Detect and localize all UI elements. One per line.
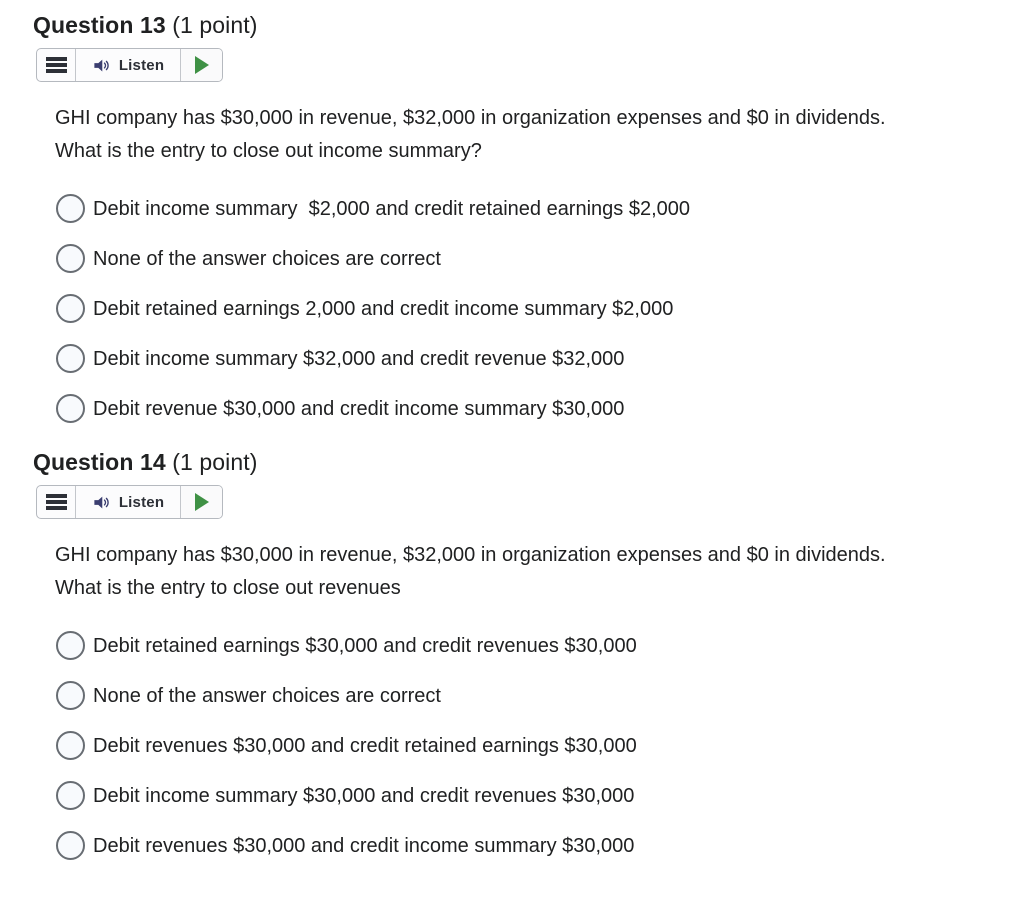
question-text: GHI company has $30,000 in revenue, $32,000 in organization expenses and $0 in dividends. What is the entry to close out revenues xyxy=(55,544,897,599)
answer-option[interactable] xyxy=(56,631,1024,661)
speaker-icon xyxy=(92,493,111,512)
option-label: Debit revenues $30,000 and credit retained earnings $30,000 xyxy=(93,735,637,757)
listen-button-label: Listen xyxy=(118,493,165,511)
hamburger-icon xyxy=(46,494,67,510)
option-radio[interactable] xyxy=(56,781,85,810)
readspeaker-menu-button[interactable] xyxy=(37,49,75,81)
option-radio[interactable] xyxy=(56,831,85,860)
option-radio[interactable] xyxy=(56,631,85,660)
answer-option[interactable] xyxy=(56,831,1024,861)
option-radio[interactable] xyxy=(56,394,85,423)
play-button[interactable] xyxy=(181,486,222,518)
option-radio[interactable] xyxy=(56,681,85,710)
option-radio[interactable] xyxy=(56,194,85,223)
option-label: Debit income summary $30,000 and credit revenues $30,000 xyxy=(93,785,635,807)
option-radio[interactable] xyxy=(56,244,85,273)
question-points: (1 point) xyxy=(172,12,258,38)
play-icon xyxy=(195,56,209,74)
listen-button-label: Listen xyxy=(118,56,165,74)
question-13 xyxy=(0,12,1024,424)
option-label: None of the answer choices are correct xyxy=(93,248,441,270)
answer-option[interactable] xyxy=(56,344,1024,374)
answer-options xyxy=(56,194,1024,424)
answer-option[interactable] xyxy=(56,394,1024,424)
question-number: Question 14 xyxy=(33,449,166,475)
option-label: Debit retained earnings 2,000 and credit income summary $2,000 xyxy=(93,298,674,320)
question-points: (1 point) xyxy=(172,449,258,475)
answer-options xyxy=(56,631,1024,861)
readspeaker-toolbar xyxy=(36,48,223,82)
question-14 xyxy=(0,449,1024,861)
option-label: Debit income summary $32,000 and credit revenue $32,000 xyxy=(93,348,625,370)
option-label: Debit retained earnings $30,000 and credit revenues $30,000 xyxy=(93,635,637,657)
option-label: Debit revenues $30,000 and credit income summary $30,000 xyxy=(93,835,635,857)
readspeaker-toolbar xyxy=(36,485,223,519)
option-label: Debit income summary $2,000 and credit retained earnings $2,000 xyxy=(93,198,691,220)
question-number: Question 13 xyxy=(33,12,166,38)
play-button[interactable] xyxy=(181,49,222,81)
play-icon xyxy=(195,493,209,511)
listen-button[interactable] xyxy=(75,49,181,81)
option-label: Debit revenue $30,000 and credit income summary $30,000 xyxy=(93,398,625,420)
answer-option[interactable] xyxy=(56,681,1024,711)
hamburger-icon xyxy=(46,57,67,73)
question-text: GHI company has $30,000 in revenue, $32,000 in organization expenses and $0 in dividends. What is the entry to close out income summary? xyxy=(55,107,892,162)
answer-option[interactable] xyxy=(56,294,1024,324)
answer-option[interactable] xyxy=(56,194,1024,224)
readspeaker-menu-button[interactable] xyxy=(37,486,75,518)
answer-option[interactable] xyxy=(56,781,1024,811)
answer-option[interactable] xyxy=(56,731,1024,761)
question-heading xyxy=(33,12,1024,38)
option-radio[interactable] xyxy=(56,294,85,323)
question-heading xyxy=(33,449,1024,475)
listen-button[interactable] xyxy=(75,486,181,518)
option-radio[interactable] xyxy=(56,731,85,760)
option-label: None of the answer choices are correct xyxy=(93,685,441,707)
option-radio[interactable] xyxy=(56,344,85,373)
speaker-icon xyxy=(92,56,111,75)
answer-option[interactable] xyxy=(56,244,1024,274)
